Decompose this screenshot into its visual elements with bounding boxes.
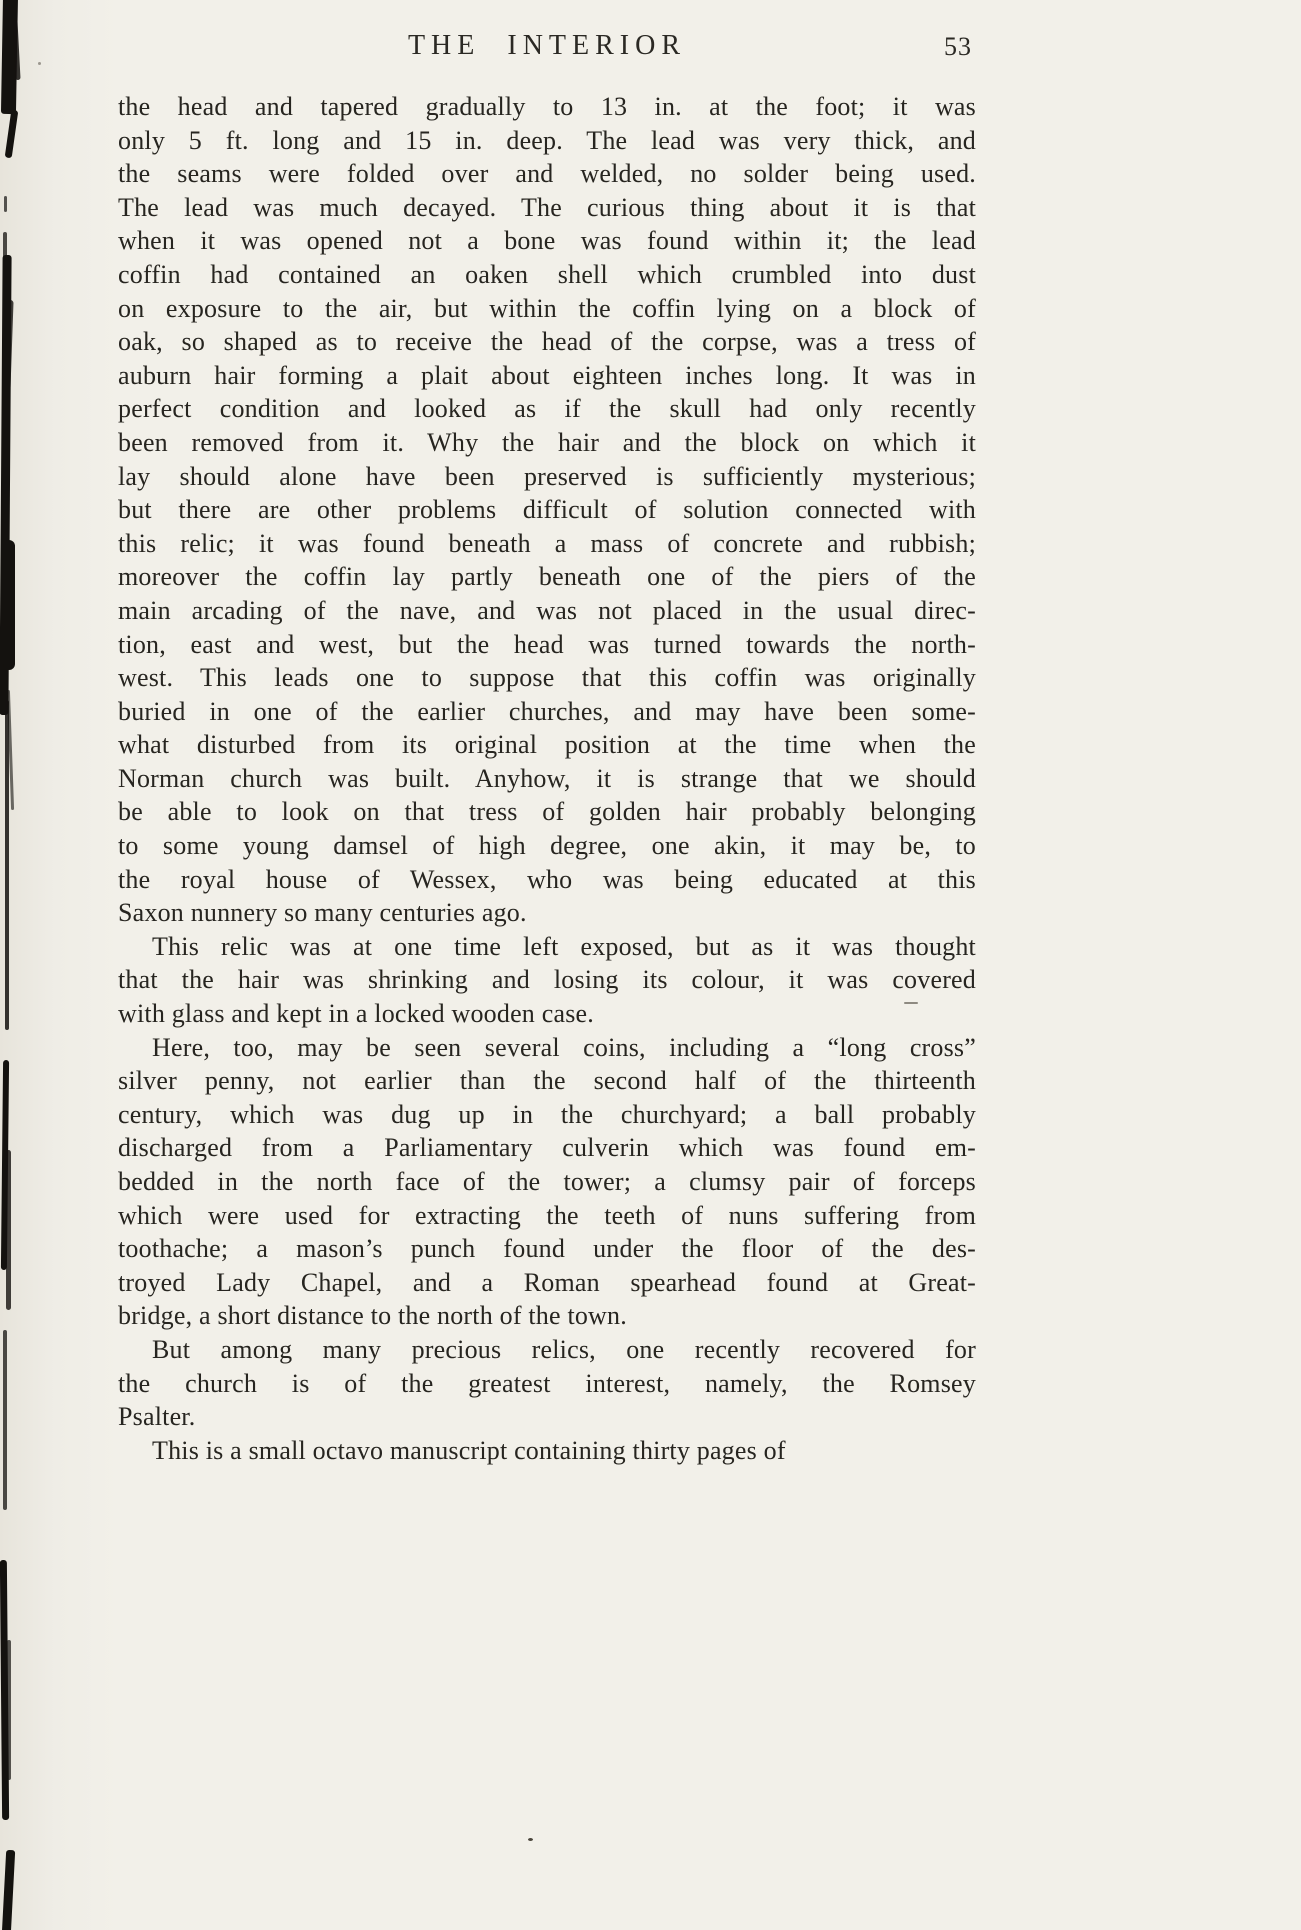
text-line: the royal house of Wessex, who was being educated at this [118, 864, 976, 894]
text-line: Psalter. [118, 1402, 196, 1432]
text-line: the church is of the greatest interest, namely, the Romsey [118, 1368, 976, 1398]
paragraph [118, 1434, 976, 1468]
running-title: THE INTERIOR [407, 30, 687, 61]
text-line: perfect condition and looked as if the skull had only recently [118, 394, 976, 424]
text-line: lay should alone have been preserved is sufficiently mysterious; [118, 461, 976, 491]
text-line: discharged from a Parliamentary culverin which was found em- [118, 1133, 976, 1163]
text-line: auburn hair forming a plait about eighteen inches long. It was in [118, 360, 976, 390]
text-line: silver penny, not earlier than the second half of the thirteenth [118, 1066, 976, 1096]
text-line: but there are other problems difficult of solution connected with [118, 495, 976, 525]
text-line: to some young damsel of high degree, one akin, it may be, to [118, 831, 976, 861]
text-line: This is a small octavo manuscript containing thirty pages of [152, 1435, 786, 1465]
binding-mark [7, 1640, 11, 1780]
text-line: west. This leads one to suppose that this coffin was originally [118, 663, 976, 693]
text-block [118, 90, 976, 1467]
text-line: coffin had contained an oaken shell which crumbled into dust [118, 259, 976, 289]
binding-mark [4, 196, 7, 212]
text-line: tion, east and west, but the head was turned towards the north- [118, 629, 976, 659]
page-header [118, 30, 976, 70]
text-line: only 5 ft. long and 15 in. deep. The lead was very thick, and [118, 125, 976, 155]
text-line: on exposure to the air, but within the coffin lying on a block of [118, 293, 976, 323]
text-line: the seams were folded over and welded, no solder being used. [118, 159, 976, 189]
text-line: century, which was dug up in the churchyard; a ball probably [118, 1099, 976, 1129]
scan-speck [528, 1838, 533, 1841]
scan-speck [38, 62, 41, 65]
text-line: what disturbed from its original position at the time when the [118, 730, 976, 760]
binding-mark [3, 1330, 7, 1510]
text-line: But among many precious relics, one recently recovered for [152, 1334, 976, 1364]
text-line: bridge, a short distance to the north of the town. [118, 1301, 627, 1331]
text-line: The lead was much decayed. The curious thing about it is that [118, 192, 976, 222]
text-line: be able to look on that tress of golden hair probably belonging [118, 797, 976, 827]
text-line: oak, so shaped as to receive the head of the corpse, was a tress of [118, 327, 976, 357]
binding-shadow [0, 0, 60, 1930]
text-line: which were used for extracting the teeth of nuns suffering from [118, 1200, 976, 1230]
text-line: toothache; a mason’s punch found under the floor of the des- [118, 1234, 976, 1264]
binding-mark [6, 1150, 11, 1310]
text-line: troyed Lady Chapel, and a Roman spearhead found at Great- [118, 1267, 976, 1297]
text-line: This relic was at one time left exposed, but as it was thought [152, 931, 976, 961]
binding-mark [3, 540, 15, 670]
text-line: with glass and kept in a locked wooden case. [118, 999, 594, 1029]
paragraph [118, 90, 976, 930]
paragraph [118, 1031, 976, 1333]
text-line: moreover the coffin lay partly beneath one of the piers of the [118, 562, 976, 592]
page-number: 53 [944, 32, 972, 61]
text-line: when it was opened not a bone was found within it; the lead [118, 226, 976, 256]
text-line: been removed from it. Why the hair and the block on which it [118, 427, 976, 457]
binding-mark [2, 1850, 15, 1930]
text-line: that the hair was shrinking and losing its colour, it was covered [118, 965, 976, 995]
text-line: buried in one of the earlier churches, and may have been some- [118, 696, 976, 726]
text-line: Norman church was built. Anyhow, it is strange that we should [118, 763, 976, 793]
binding-mark [5, 110, 19, 159]
text-line: main arcading of the nave, and was not placed in the usual direc- [118, 595, 976, 625]
paragraph [118, 1333, 976, 1434]
text-line: Here, too, may be seen several coins, including a “long cross” [152, 1032, 976, 1062]
text-line: bedded in the north face of the tower; a clumsy pair of forceps [118, 1167, 976, 1196]
text-line: Saxon nunnery so many centuries ago. [118, 898, 527, 928]
paragraph [118, 930, 976, 1031]
text-line: the head and tapered gradually to 13 in. at the foot; it was [118, 92, 976, 121]
text-line: this relic; it was found beneath a mass of concrete and rubbish; [118, 528, 976, 558]
